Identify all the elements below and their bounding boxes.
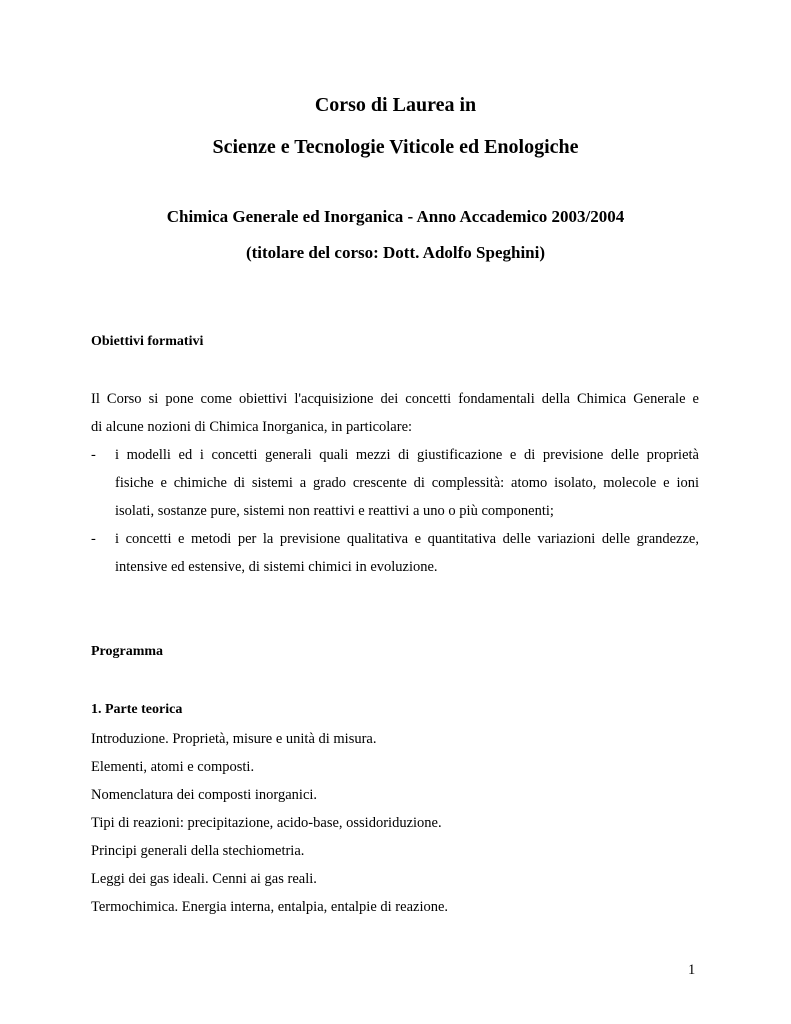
program-item: Leggi dei gas ideali. Cenni ai gas reali.: [91, 871, 317, 887]
instructor-line: (titolare del corso: Dott. Adolfo Speghini): [245, 243, 546, 262]
program-heading: Programma: [91, 644, 164, 659]
course-line: Chimica Generale ed Inorganica - Anno Accademico 2003/2004: [166, 207, 625, 226]
program-item: Nomenclatura dei composti inorganici.: [91, 787, 318, 803]
objectives-intro-line-1: Il Corso si pone come obiettivi l'acquisizione dei concetti fondamentali della Chimica Generale e: [91, 391, 699, 407]
page-number: 1: [688, 962, 696, 978]
program-item: Tipi di reazioni: precipitazione, acido-base, ossidoriduzione.: [91, 815, 442, 831]
bullet-1-line-2: fisiche e chimiche di sistemi a grado crescente di complessità: atomo isolato, molecole e ioni: [115, 475, 699, 491]
objectives-heading: Obiettivi formativi: [91, 334, 204, 349]
title-line-2: Scienze e Tecnologie Viticole ed Enologiche: [212, 136, 579, 158]
bullet-1-line-3: isolati, sostanze pure, sistemi non reattivi e reattivi a uno o più componenti;: [115, 503, 554, 519]
part1-heading: 1. Parte teorica: [91, 702, 183, 717]
objectives-intro-line-2: di alcune nozioni di Chimica Inorganica, in particolare:: [91, 419, 413, 435]
bullet-1-line-1: i modelli ed i concetti generali quali mezzi di giustificazione e di previsione delle proprietà: [115, 447, 699, 463]
title-line-1: Corso di Laurea in: [314, 94, 477, 116]
bullet-marker-2: -: [91, 531, 96, 547]
program-item: Elementi, atomi e composti.: [91, 759, 255, 775]
program-item: Principi generali della stechiometria.: [91, 843, 305, 859]
bullet-marker-1: -: [91, 447, 96, 463]
program-item: Introduzione. Proprietà, misure e unità di misura.: [91, 731, 377, 747]
program-item: Termochimica. Energia interna, entalpia, entalpie di reazione.: [91, 899, 449, 915]
bullet-2-line-1: i concetti e metodi per la previsione qualitativa e quantitativa delle variazioni delle grandezze,: [115, 531, 699, 547]
bullet-2-line-2: intensive ed estensive, di sistemi chimici in evoluzione.: [115, 559, 438, 575]
